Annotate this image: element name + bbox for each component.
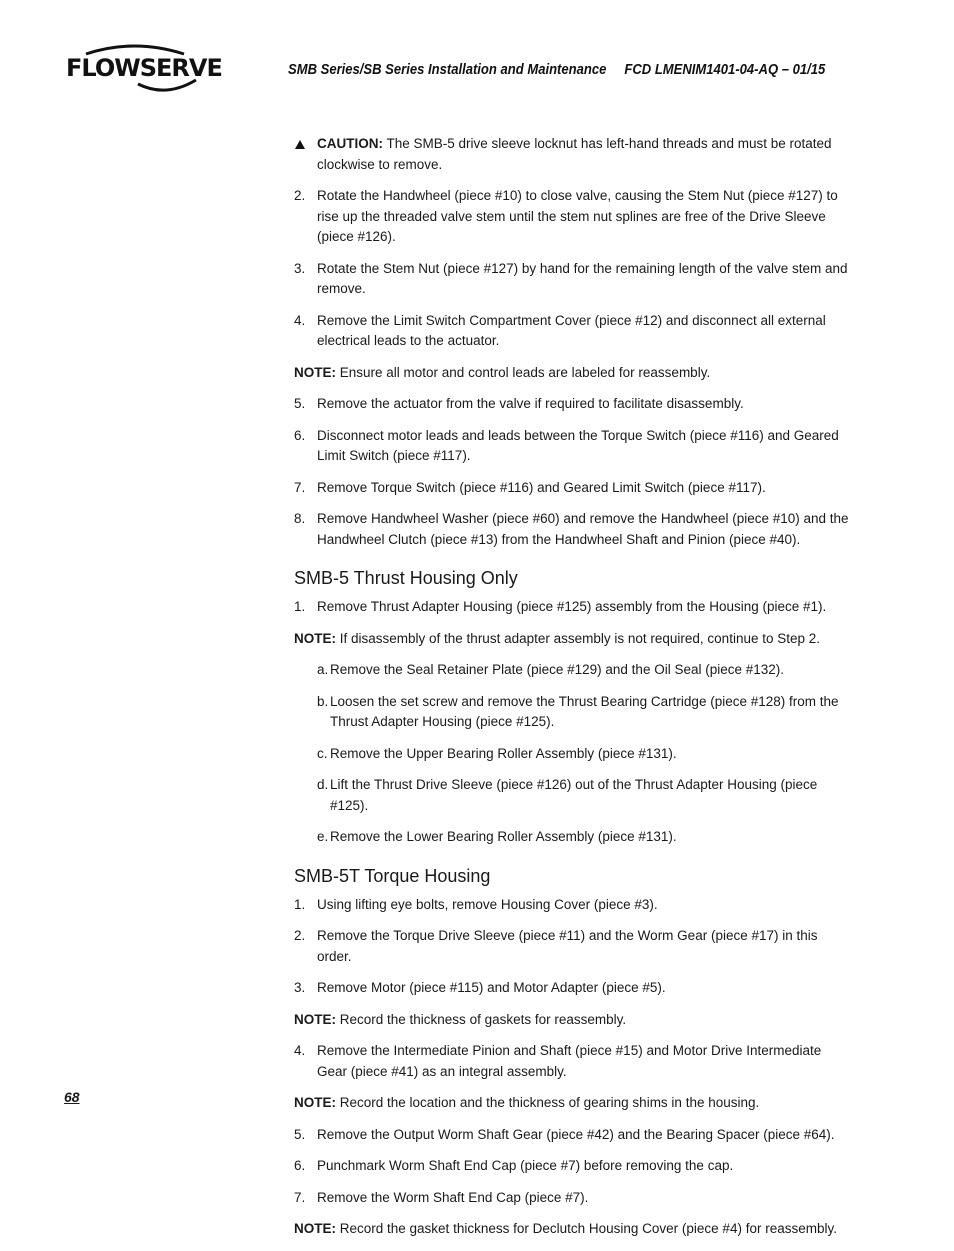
step-item: 4. Remove the Intermediate Pinion and Shaft (piece #15) and Motor Drive Intermediate Gear (piece #41) as an integral assembly. <box>294 1043 822 1079</box>
step-item: 7. Remove Torque Switch (piece #116) and Geared Limit Switch (piece #117). <box>294 479 766 495</box>
step-item: 1. Using lifting eye bolts, remove Housing Cover (piece #3). <box>294 896 658 912</box>
step-item: 5. Remove the actuator from the valve if required to facilitate disassembly. <box>294 396 744 411</box>
caution-paragraph <box>294 134 854 175</box>
caution-label: CAUTION: <box>317 136 383 151</box>
substep-item: c. Remove the Upper Bearing Roller Assembly (piece #131). <box>317 745 677 761</box>
step-item: 1. Remove Thrust Adapter Housing (piece #125) assembly from the Housing (piece #1). <box>294 599 827 614</box>
step-item: 8. Remove Handwheel Washer (piece #60) and remove the Handwheel (piece #10) and the Handwheel Clutch (piece #13) from the Handwheel Shaft and Pinion (piece #40). <box>294 511 849 547</box>
note-paragraph: NOTE: Record the location and the thickness of gearing shims in the housing. <box>294 1095 760 1110</box>
substep-item: b. Loosen the set screw and remove the Thrust Bearing Cartridge (piece #128) from the Thrust Adapter Housing (piece #125). <box>317 693 839 729</box>
document-title: SMB Series/SB Series Installation and Maintenance <box>288 62 607 78</box>
substep-item: a. Remove the Seal Retainer Plate (piece #129) and the Oil Seal (piece #132). <box>317 662 785 677</box>
document-code: FCD LMENIM1401-04-AQ – 01/15 <box>624 62 826 78</box>
step-item: 4. Remove the Limit Switch Compartment Cover (piece #12) and disconnect all external electrical leads to the actuator. <box>294 312 826 348</box>
step-item: 5. Remove the Output Worm Shaft Gear (piece #42) and the Bearing Spacer (piece #64). <box>294 1126 835 1142</box>
section-heading-thrust-housing: SMB-5 Thrust Housing Only <box>294 568 518 588</box>
substep-item: e. Remove the Lower Bearing Roller Assembly (piece #131). <box>317 829 677 844</box>
note-paragraph: NOTE: Record the gasket thickness for Declutch Housing Cover (piece #4) for reassembly. <box>294 1221 837 1236</box>
step-item: 7. Remove the Worm Shaft End Cap (piece #7). <box>294 1189 589 1205</box>
step-item: 3. Rotate the Stem Nut (piece #127) by hand for the remaining length of the valve stem and remove. <box>294 260 848 296</box>
substep-item: d. Lift the Thrust Drive Sleeve (piece #126) out of the Thrust Adapter Housing (piece #125). <box>317 777 818 813</box>
step-item: 2. Remove the Torque Drive Sleeve (piece #11) and the Worm Gear (piece #17) in this order. <box>294 928 818 964</box>
step-item: 3. Remove Motor (piece #115) and Motor Adapter (piece #5). <box>294 980 666 995</box>
main-content <box>294 134 854 1251</box>
flowserve-logo <box>66 40 222 96</box>
caution-text: The SMB-5 drive sleeve locknut has left-hand threads and must be rotated clockwise to remove. <box>317 136 832 172</box>
step-item: 6. Disconnect motor leads and leads between the Torque Switch (piece #116) and Geared Limit Switch (piece #117). <box>294 427 839 463</box>
note-paragraph: NOTE: Record the thickness of gaskets for reassembly. <box>294 1011 627 1027</box>
note-paragraph: NOTE: If disassembly of the thrust adapter assembly is not required, continue to Step 2. <box>294 630 821 646</box>
logo-text: FLOWSERVE <box>66 54 222 82</box>
note-paragraph: NOTE: Ensure all motor and control leads are labeled for reassembly. <box>294 364 711 380</box>
step-item: 2. Rotate the Handwheel (piece #10) to close valve, causing the Stem Nut (piece #127) to rise up the threaded valve stem until the stem nut splines are free of the Drive Sleeve (piece #126). <box>294 188 838 244</box>
step-item: 6. Punchmark Worm Shaft End Cap (piece #7) before removing the cap. <box>294 1158 734 1173</box>
section-heading-torque-housing: SMB-5T Torque Housing <box>294 865 491 886</box>
warning-triangle-icon <box>295 140 305 149</box>
page-header <box>288 62 825 78</box>
page-number: 68 <box>64 1089 80 1105</box>
